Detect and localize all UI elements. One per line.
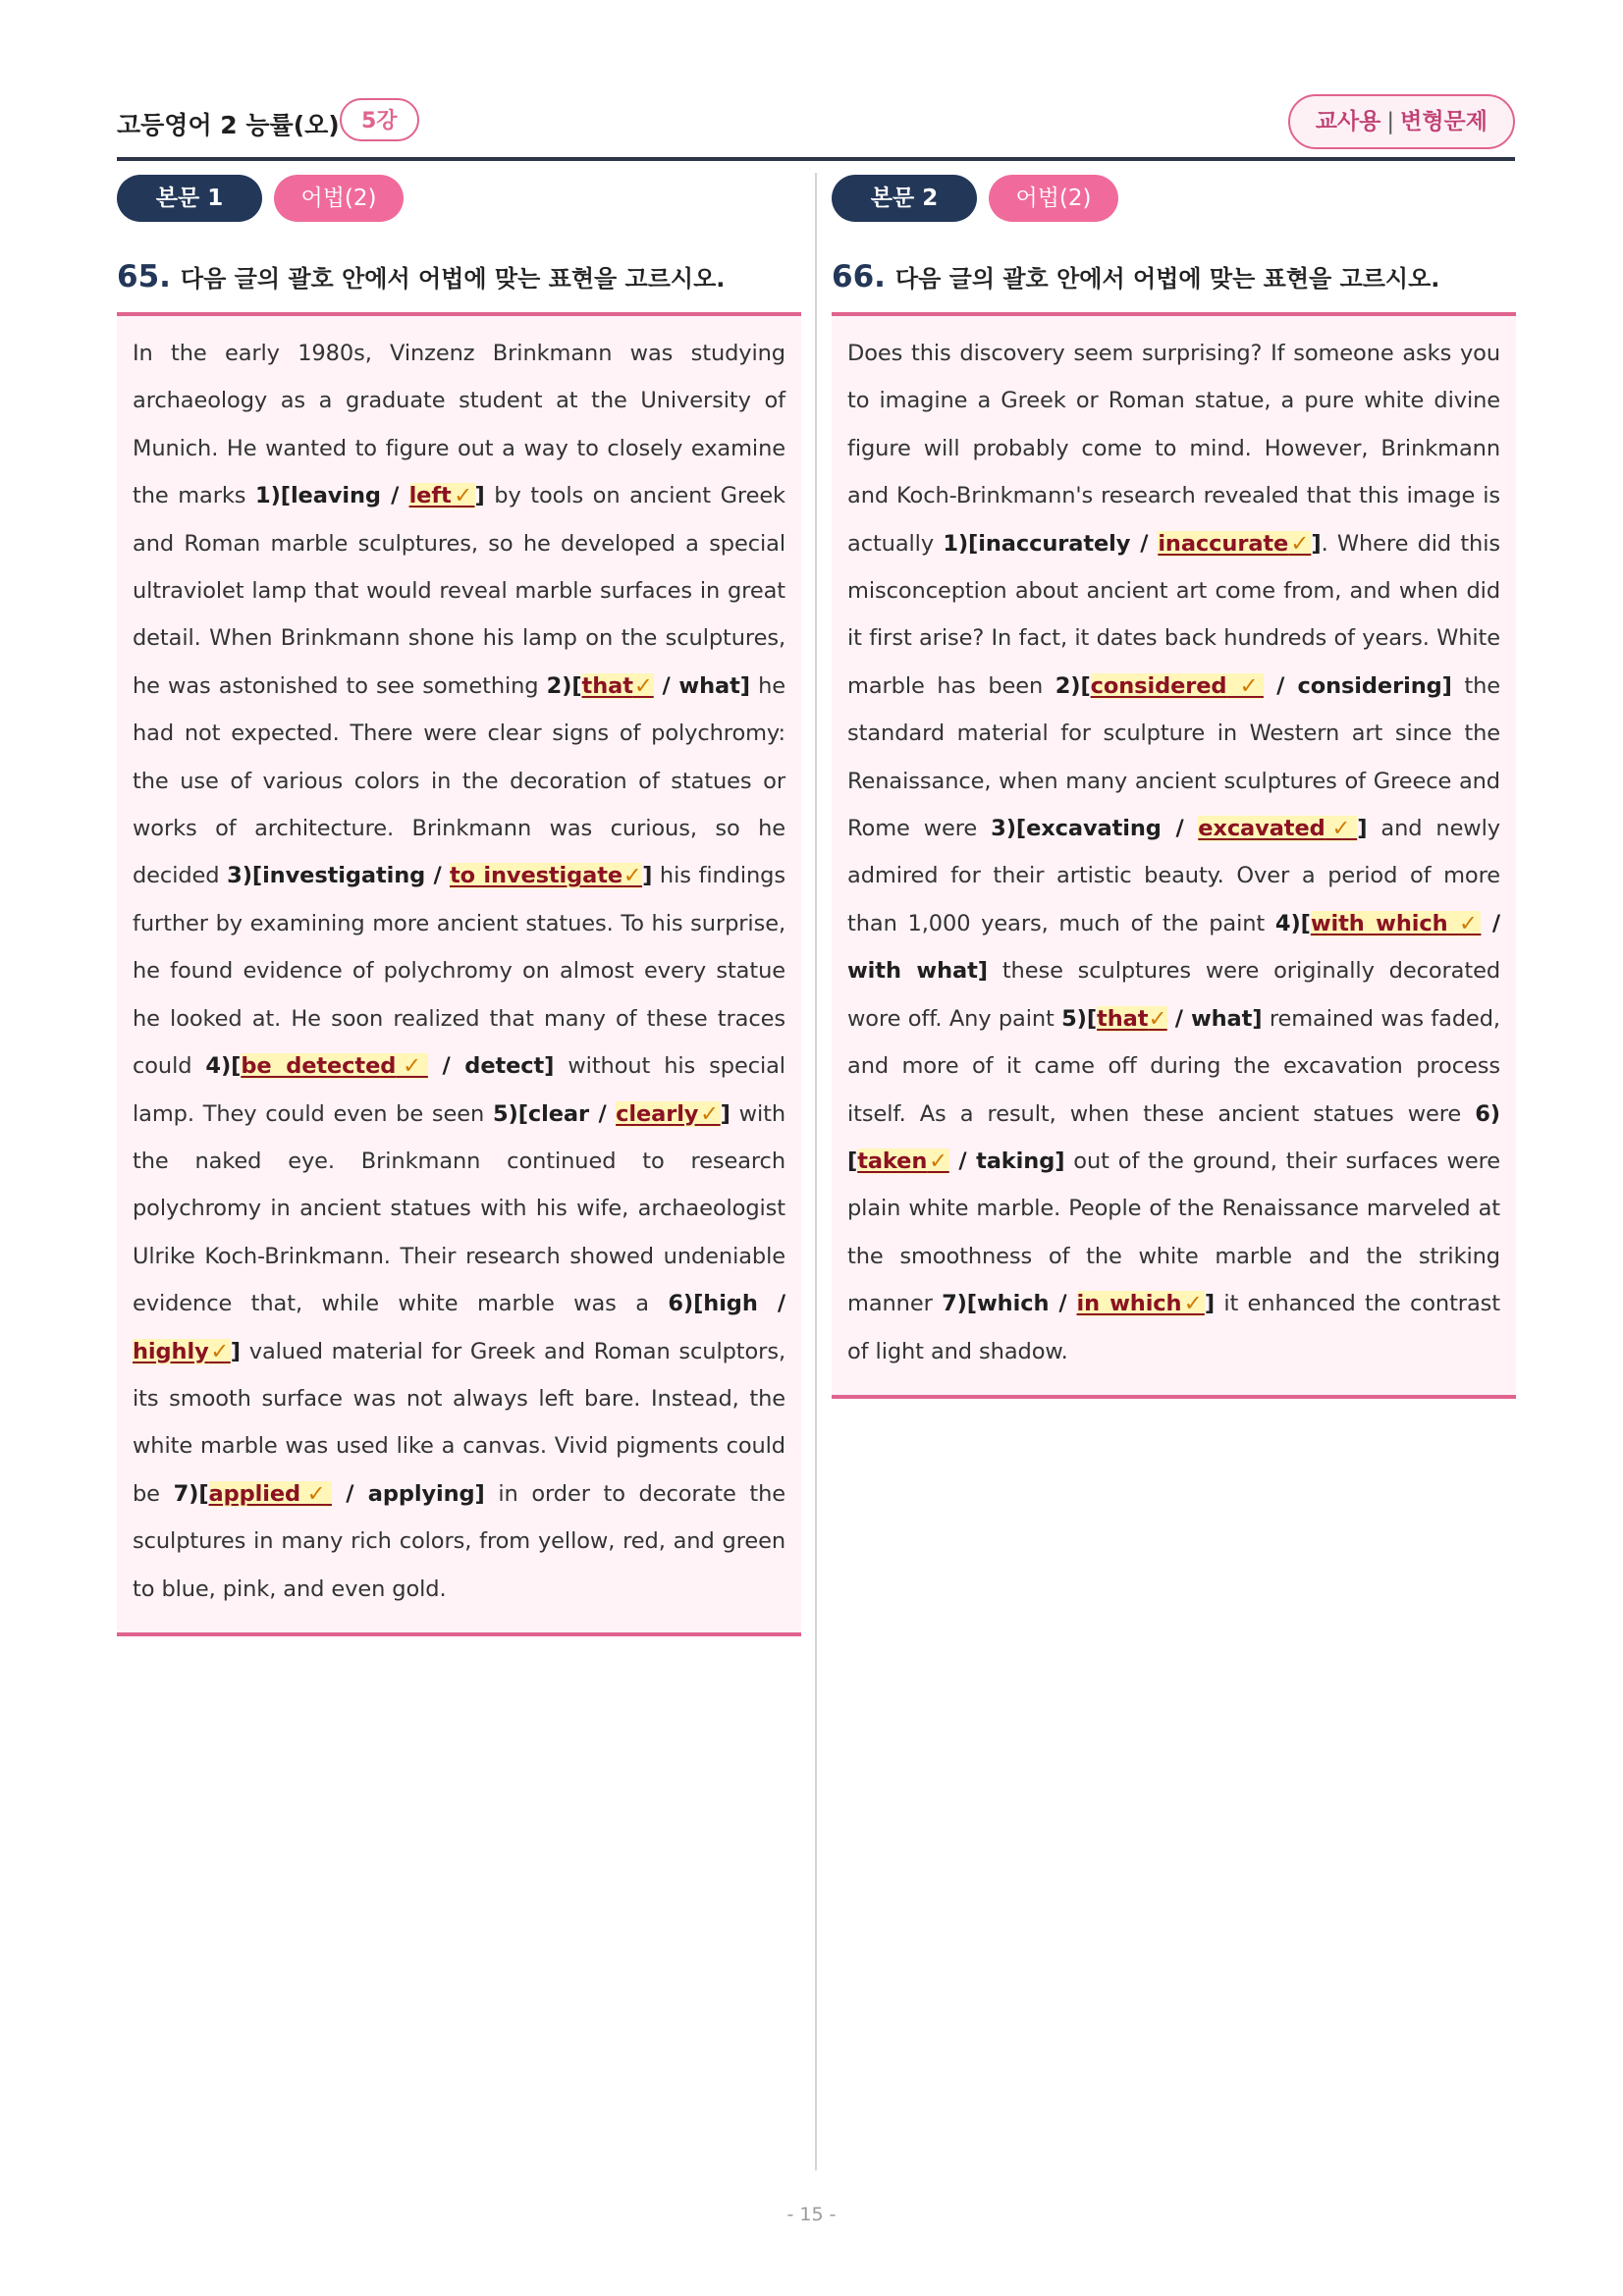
passage-tag: 본문 2 [832,175,977,222]
question-number: 66. [832,259,886,294]
answer-text: excavated [1198,816,1325,842]
answer-text: that [1097,1005,1149,1032]
book-title: 고등영어 2 능률(오) [117,111,340,139]
bracket-choice: / with what] [847,910,1500,985]
check-mark-icon: ✓ [300,1480,332,1507]
bracket-choice: 7)[which / [942,1291,1077,1317]
check-mark-icon: ✓ [1181,1291,1205,1317]
bracket-choice: 6)[ [847,1100,1500,1174]
check-mark-icon: ✓ [1148,1005,1167,1032]
check-mark-icon: ✓ [208,1338,231,1364]
passage-text: In the early 1980s, Vinzenz Brinkmann was studying archaeology as a graduate student at the University of Munich. He wanted to figure out a way to closely examine the marks [133,341,785,509]
bracket-choice: / taking] [948,1148,1065,1174]
page-header [117,94,1515,161]
correct-answer [1077,1291,1205,1316]
bracket-choice: / applying] [331,1480,485,1507]
question-prompt [832,259,1516,316]
correct-answer [450,863,642,888]
check-mark-icon: ✓ [1325,816,1358,842]
passage-text: remained was faded, and more of it came off during the excavation process itself. As a result, when these ancient statues were [847,1005,1500,1127]
bracket-choice: ] [642,863,653,889]
bracket-choice: 2)[ [546,672,582,699]
document-type-badge [1288,94,1515,149]
bracket-choice: / considering] [1263,672,1452,699]
passage-text: with the naked eye. Brinkmann continued to research polychromy in ancient statues with his wife, archaeologist Ulrike Koch-Brinkmann. Their research showed undeniable evidence that, while white marble was a [133,1100,785,1317]
answer-text: applied [208,1480,301,1507]
answer-text: left [408,483,452,509]
type-variation-label: 변형문제 [1400,109,1488,134]
correct-answer [209,1481,332,1507]
correct-answer [1158,531,1311,557]
answer-text: considered [1090,672,1227,699]
bracket-choice: / what] [1166,1005,1263,1032]
correct-answer [582,673,654,699]
answer-text: with which [1310,910,1448,936]
bracket-choice: ] [474,483,485,509]
bracket-choice: ] [1357,816,1368,842]
passage-text: the standard material for sculpture in Western art since the Renaissance, when many ancient sculptures of Greece and Rome were [847,672,1500,842]
correct-answer [1097,1006,1167,1032]
answer-text: that [581,672,633,699]
category-tag: 어법(2) [989,175,1118,222]
correct-answer [133,1339,231,1364]
lesson-badge: 5강 [340,98,419,141]
bracket-choice: 7)[ [173,1480,209,1507]
check-mark-icon: ✓ [1447,910,1482,936]
bracket-choice: 5)[ [1061,1005,1098,1032]
type-separator: | [1386,109,1395,134]
correct-answer [409,483,475,508]
tag-row [832,175,1516,222]
passage-box [117,316,801,1636]
page-number: - 15 - [786,2204,837,2225]
passage-text: his findings further by examining more ancient statues. To his surprise, he found evidence of polychromy on almost every statue he looked at. He soon realized that many of these traces could [133,863,785,1080]
passage-text: by tools on ancient Greek and Roman marble sculptures, so he developed a special ultraviolet lamp that would reveal marble surfaces in great detail. When Brinkmann shone his lamp on the sculptures, he was astonished to see something [133,483,785,699]
correct-answer [857,1148,949,1174]
check-mark-icon: ✓ [1288,530,1312,557]
bracket-choice: 1)[leaving / [255,483,409,509]
check-mark-icon: ✓ [451,483,475,509]
correct-answer [1091,673,1264,699]
passage-text: these sculptures were originally decorated wore off. Any paint [847,958,1501,1032]
bracket-choice: 3)[excavating / [991,816,1199,842]
question-text: 다음 글의 괄호 안에서 어법에 맞는 표현을 고르시오. [180,265,726,293]
bracket-choice: 6)[high / [668,1291,785,1317]
check-mark-icon: ✓ [1226,672,1264,699]
bracket-choice: ] [1204,1291,1215,1317]
answer-text: in which [1076,1291,1182,1317]
passage-text: Does this discovery seem surprising? If someone asks you to imagine a Greek or Roman statue, a pure white divine figure will probably come to mind. However, Brinkmann and Koch-Brinkmann's research revealed that this image is actually [847,341,1500,557]
passage-tag: 본문 1 [117,175,262,222]
correct-answer [1198,816,1357,841]
tag-row [117,175,801,222]
bracket-choice: 1)[inaccurately / [943,530,1159,557]
bracket-choice: 4)[ [1274,910,1311,936]
bracket-choice: ] [230,1338,241,1364]
question-65-column [117,175,801,1636]
passage-text: and newly admired for their artistic beauty. Over a period of more than 1,000 years, much of the paint [847,816,1500,936]
question-number: 65. [117,259,171,294]
passage-text: valued material for Greek and Roman sculptors, its smooth surface was not always left bare. Instead, the white marble was used like a canvas. Vivid pigments could be [133,1338,785,1507]
column-divider [815,173,817,2170]
answer-text: highly [133,1338,209,1364]
passage-text: in order to decorate the sculptures in many rich colors, from yellow, red, and green to blue, pink, and even gold. [133,1480,785,1602]
category-tag: 어법(2) [274,175,404,222]
check-mark-icon: ✓ [698,1100,721,1127]
question-text: 다음 글의 괄호 안에서 어법에 맞는 표현을 고르시오. [894,265,1440,293]
passage-text: . Where did this misconception about ancient art come from, and when did it first arise? In fact, it dates back hundreds of years. White marble has been [847,530,1500,699]
bracket-choice: 2)[ [1055,672,1091,699]
correct-answer [241,1053,428,1079]
answer-text: to investigate [449,863,623,889]
answer-text: inaccurate [1158,530,1289,557]
check-mark-icon: ✓ [927,1148,949,1174]
answer-text: taken [857,1148,928,1174]
check-mark-icon: ✓ [622,863,643,889]
bracket-choice: ] [1311,530,1322,557]
check-mark-icon: ✓ [632,672,654,699]
check-mark-icon: ✓ [396,1053,428,1080]
bracket-choice: ] [720,1100,730,1127]
passage-text: it enhanced the contrast of light and shadow. [847,1291,1500,1364]
passage-text: without his special lamp. They could even be seen [133,1053,785,1127]
type-teacher-label: 교사용 [1315,109,1381,134]
question-prompt [117,259,801,316]
correct-answer [616,1101,721,1127]
correct-answer [1311,911,1482,936]
answer-text: be detected [241,1053,397,1080]
passage-box [832,316,1516,1399]
bracket-choice: 3)[investigating / [227,863,450,889]
bracket-choice: 4)[ [205,1053,242,1080]
passage-text: he had not expected. There were clear signs of polychromy: the use of various colors in the decoration of statues or works of architecture. Brinkmann was curious, so he decided [133,672,785,889]
bracket-choice: / detect] [427,1053,555,1080]
question-66-column [832,175,1516,1399]
bracket-choice: 5)[clear / [493,1100,617,1127]
answer-text: clearly [616,1100,699,1127]
passage-text: out of the ground, their surfaces were plain white marble. People of the Renaissance marveled at the smoothness of the white marble and the striking manner [847,1148,1500,1317]
bracket-choice: / what] [653,672,750,699]
